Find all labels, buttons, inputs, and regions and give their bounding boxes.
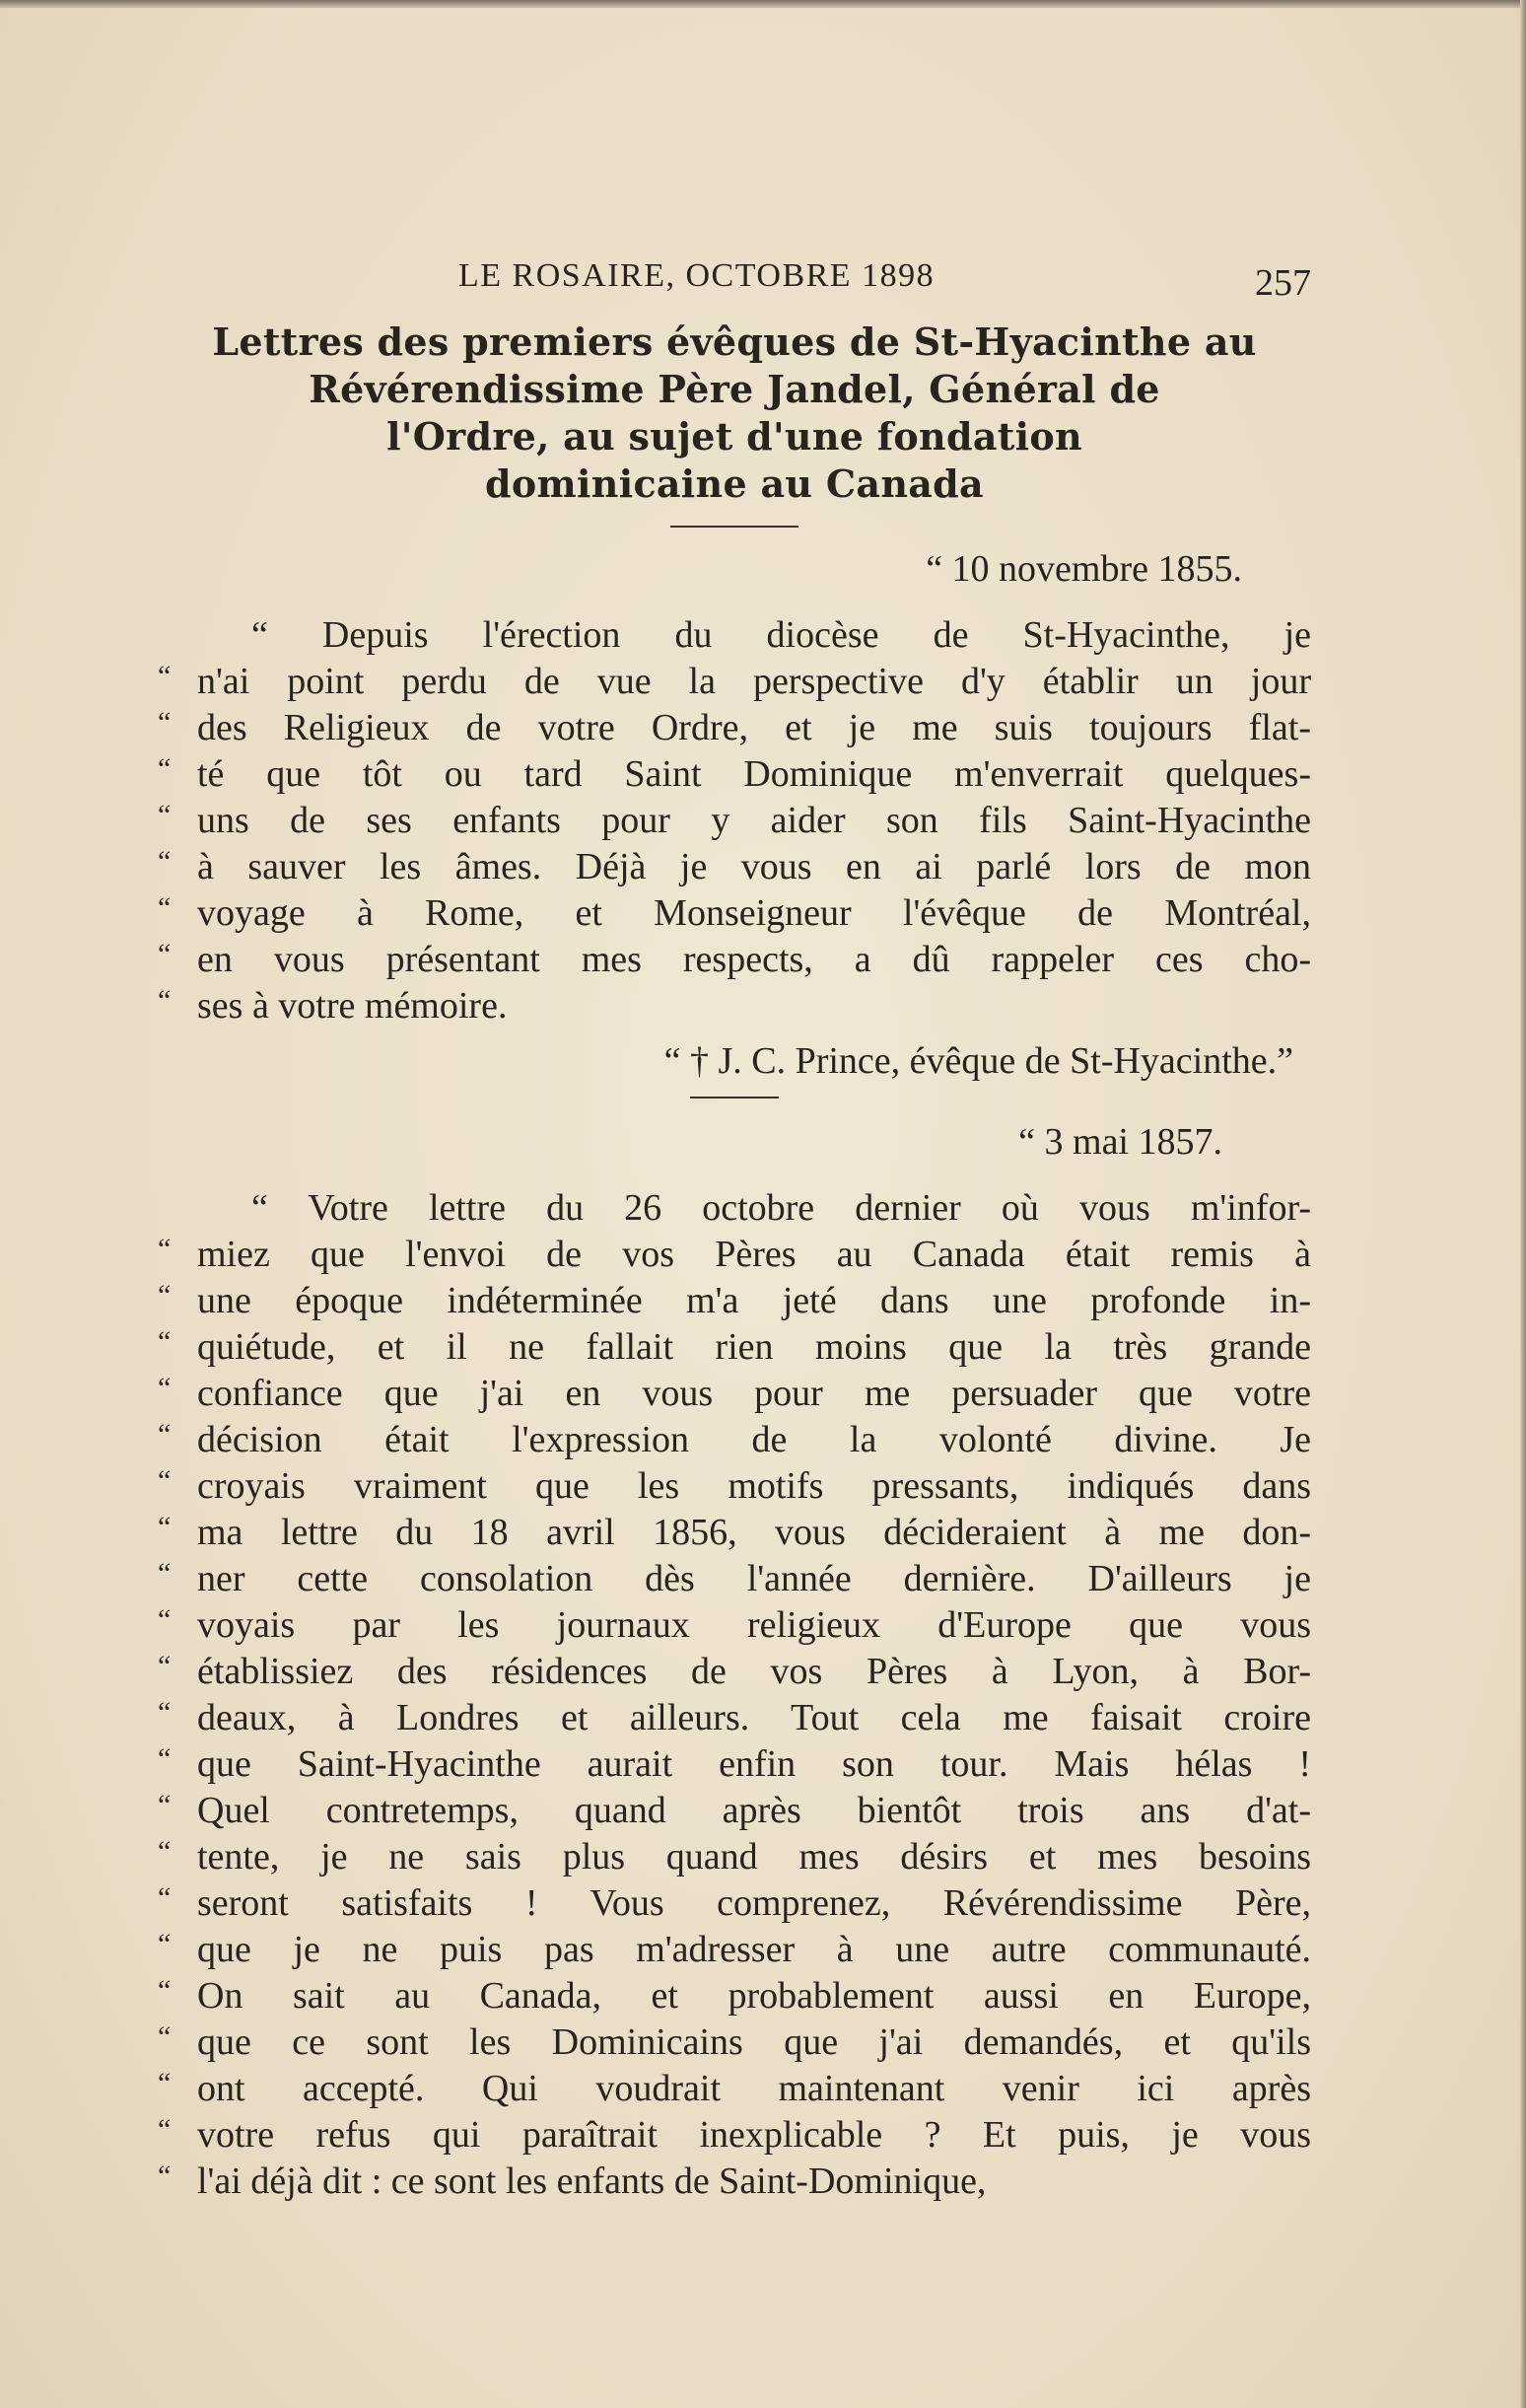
title-divider xyxy=(670,526,798,528)
letter-line: “ voyais par les journaux religieux d'Europe que vous xyxy=(158,1603,1311,1646)
letter1-body xyxy=(158,612,1311,1029)
letter-line: “ Votre lettre du 26 octobre dernier où vous m'infor- xyxy=(251,1187,1311,1229)
letter-line: “ deaux, à Londres et ailleurs. Tout cela me faisait croire xyxy=(158,1696,1311,1738)
letter-line: “ une époque indéterminée m'a jeté dans une profonde in- xyxy=(158,1279,1311,1321)
letter-line: “ établissiez des résidences de vos Pères à Lyon, à Bor- xyxy=(158,1650,1311,1692)
letter-divider xyxy=(690,1097,779,1098)
letter2-date: “ 3 mai 1857. xyxy=(1018,1121,1222,1163)
article-title-line: Révérendissime Père Jandel, Général de xyxy=(309,367,1160,411)
letter-line: “ ont accepté. Qui voudrait maintenant venir ici après xyxy=(158,2067,1311,2109)
letter-line: “ l'ai déjà dit : ce sont les enfants de Saint-Dominique, xyxy=(158,2160,987,2202)
article-title-line: dominicaine au Canada xyxy=(485,461,984,506)
letter-line: “ Depuis l'érection du diocèse de St-Hyacinthe, je xyxy=(251,614,1311,656)
letter-line: “ uns de ses enfants pour y aider son fils Saint-Hyacinthe xyxy=(158,799,1311,841)
page-content xyxy=(158,251,1311,2205)
page-right-edge xyxy=(1520,0,1526,2408)
letter-line: “ voyage à Rome, et Monseigneur l'évêque de Montréal, xyxy=(158,891,1311,934)
running-head xyxy=(158,251,1311,311)
letter1-signature: “ † J. C. Prince, évêque de St-Hyacinthe.” xyxy=(663,1040,1293,1082)
letter-line: “ ma lettre du 18 avril 1856, vous décideraient à me don- xyxy=(158,1511,1311,1553)
letter-line: “ ner cette consolation dès l'année dernière. D'ailleurs je xyxy=(158,1557,1311,1599)
letter-line: “ que je ne puis pas m'adresser à une autre communauté. xyxy=(158,1928,1311,1970)
letter-line: “ décision était l'expression de la volonté divine. Je xyxy=(158,1418,1311,1460)
letter-line: “ confiance que j'ai en vous pour me persuader que votre xyxy=(158,1372,1311,1414)
letter-line: “ à sauver les âmes. Déjà je vous en ai parlé lors de mon xyxy=(158,845,1311,887)
letter-line: “ que ce sont les Dominicains que j'ai demandés, et qu'ils xyxy=(158,2020,1311,2063)
letter2-body xyxy=(158,1185,1311,2205)
letter-line: “ quiétude, et il ne fallait rien moins que la très grande xyxy=(158,1325,1311,1368)
letter-line: “ croyais vraiment que les motifs pressants, indiqués dans xyxy=(158,1464,1311,1507)
letter-line: “ Quel contretemps, quand après bientôt trois ans d'at- xyxy=(158,1789,1311,1831)
letter1-date: “ 10 novembre 1855. xyxy=(926,548,1242,590)
letter-line: “ ses à votre mémoire. xyxy=(158,984,508,1027)
letter-line: “ votre refus qui paraîtrait inexplicable ? Et puis, je vous xyxy=(158,2113,1311,2156)
letter-line: “ que Saint-Hyacinthe aurait enfin son tour. Mais hélas ! xyxy=(158,1742,1311,1785)
letter-line: “ en vous présentant mes respects, a dû rappeler ces cho- xyxy=(158,938,1311,980)
letter-line: “ miez que l'envoi de vos Pères au Canada était remis à xyxy=(158,1233,1311,1275)
page-number: 257 xyxy=(1255,262,1311,304)
page-top-edge xyxy=(0,0,1526,8)
letter-line: “ On sait au Canada, et probablement aussi en Europe, xyxy=(158,1974,1311,2017)
letter-line: “ té que tôt ou tard Saint Dominique m'enverrait quelques- xyxy=(158,752,1311,795)
article-title-line: l'Ordre, au sujet d'une fondation xyxy=(386,414,1082,459)
running-head-title: LE ROSAIRE, OCTOBRE 1898 xyxy=(458,257,936,294)
letter-line: “ des Religieux de votre Ordre, et je me suis toujours flat- xyxy=(158,706,1311,748)
letter-line: “ n'ai point perdu de vue la perspective d'y établir un jour xyxy=(158,660,1311,702)
article-title xyxy=(158,319,1311,508)
article-title-line: Lettres des premiers évêques de St-Hyacinthe au xyxy=(212,319,1257,364)
letter-line: “ tente, je ne sais plus quand mes désirs et mes besoins xyxy=(158,1835,1311,1877)
letter-line: “ seront satisfaits ! Vous comprenez, Révérendissime Père, xyxy=(158,1881,1311,1924)
